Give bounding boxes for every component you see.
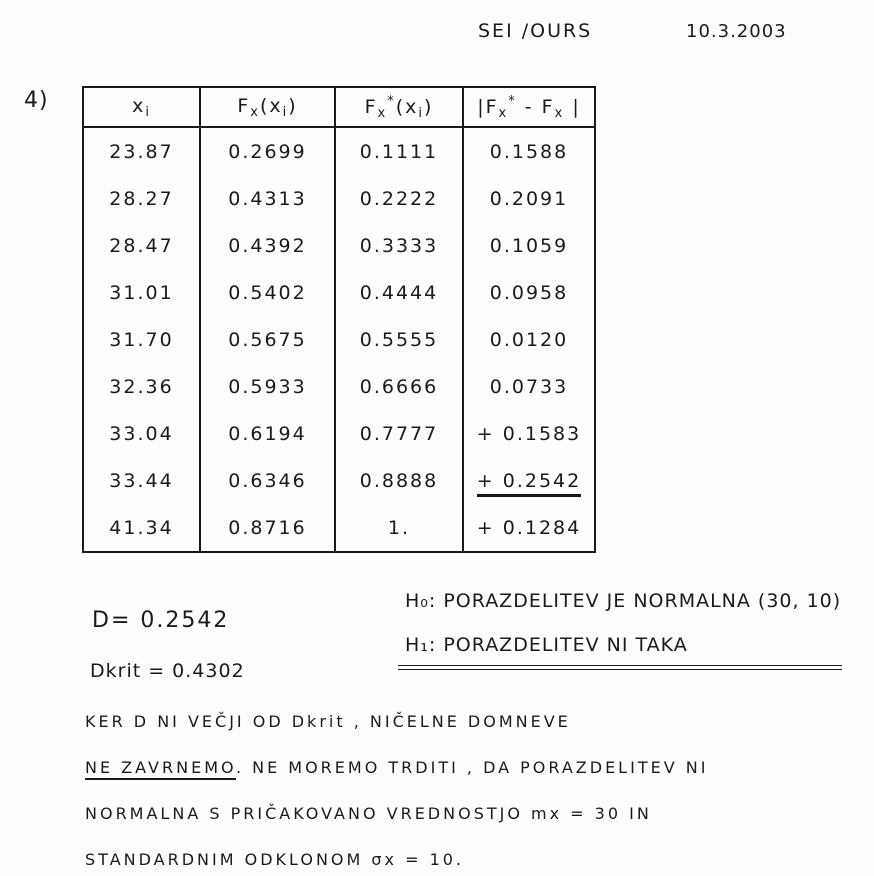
- cell-fx: 0.4313: [200, 175, 335, 222]
- cell-diff: 0.2091: [463, 175, 595, 222]
- table-row: [83, 127, 595, 175]
- cell-fx-star: 0.3333: [335, 222, 463, 269]
- table-header-row: [83, 87, 595, 127]
- cell-fx-star: 0.4444: [335, 269, 463, 316]
- ks-table: [82, 86, 596, 553]
- cell-fx-star: 0.6666: [335, 363, 463, 410]
- cell-fx-star: 0.7777: [335, 410, 463, 457]
- table-row: [83, 222, 595, 269]
- cell-fx-star: 0.2222: [335, 175, 463, 222]
- hypothesis-h1: H₁: PORAZDELITEV NI TAKA: [405, 634, 688, 656]
- cell-fx: 0.5933: [200, 363, 335, 410]
- table-row: [83, 316, 595, 363]
- cell-xi: 31.70: [83, 316, 200, 363]
- cell-xi: 41.34: [83, 504, 200, 552]
- conclusion-line-2-rest: . NE MOREMO TRDITI , DA PORAZDELITEV NI: [235, 758, 709, 777]
- header-course: SEI /OURS: [478, 20, 593, 42]
- table-row: [83, 410, 595, 457]
- cell-fx: 0.5675: [200, 316, 335, 363]
- hypothesis-h0: H₀: PORAZDELITEV JE NORMALNA (30, 10): [405, 590, 842, 612]
- cell-xi: 28.47: [83, 222, 200, 269]
- table-row: [83, 269, 595, 316]
- cell-diff: 0.0958: [463, 269, 595, 316]
- conclusion-decision: NE ZAVRNEMO: [85, 758, 236, 780]
- cell-diff: 0.1059: [463, 222, 595, 269]
- table-row: [83, 175, 595, 222]
- table-row: [83, 363, 595, 410]
- cell-diff: + 0.1284: [463, 504, 595, 552]
- header-fx: $F_x(x_i)$: [200, 87, 335, 127]
- conclusion-line-4: STANDARDNIM ODKLONOM σx = 10.: [85, 850, 465, 869]
- header-fx-star: $F_x^*(x_i)$: [335, 87, 463, 127]
- cell-diff: 0.0733: [463, 363, 595, 410]
- cell-diff: + 0.1583: [463, 410, 595, 457]
- cell-fx: 0.5402: [200, 269, 335, 316]
- cell-diff: 0.1588: [463, 127, 595, 175]
- cell-fx: 0.6194: [200, 410, 335, 457]
- header-date: 10.3.2003: [686, 21, 787, 42]
- cell-xi: 33.44: [83, 457, 200, 504]
- hypothesis-divider-second: [398, 669, 842, 670]
- cell-xi: 31.01: [83, 269, 200, 316]
- d-critical: Dkrit = 0.4302: [90, 660, 245, 682]
- conclusion-line-2: [85, 758, 708, 777]
- header-xi: $x_i$: [83, 87, 200, 127]
- cell-xi: 32.36: [83, 363, 200, 410]
- cell-fx-star: 1.: [335, 504, 463, 552]
- hypothesis-divider: [398, 665, 842, 666]
- conclusion-line-3: NORMALNA S PRIČAKOVANO VREDNOSTJO mx = 30 IN: [85, 804, 652, 823]
- cell-fx: 0.8716: [200, 504, 335, 552]
- cell-fx: 0.4392: [200, 222, 335, 269]
- cell-diff: 0.0120: [463, 316, 595, 363]
- header-abs-diff: $|F_x^* - F_x$ |: [463, 87, 595, 127]
- table-row: [83, 457, 595, 504]
- cell-fx-star: 0.5555: [335, 316, 463, 363]
- d-statistic: D= 0.2542: [92, 608, 230, 633]
- cell-xi: 33.04: [83, 410, 200, 457]
- cell-fx: 0.2699: [200, 127, 335, 175]
- cell-xi: 23.87: [83, 127, 200, 175]
- cell-fx: 0.6346: [200, 457, 335, 504]
- cell-fx-star: 0.8888: [335, 457, 463, 504]
- max-diff-value: + 0.2542: [477, 470, 581, 497]
- cell-xi: 28.27: [83, 175, 200, 222]
- problem-number: 4): [24, 88, 49, 113]
- cell-fx-star: 0.1111: [335, 127, 463, 175]
- cell-diff-max: [463, 457, 595, 504]
- table-row: [83, 504, 595, 552]
- conclusion-line-1: KER D NI VEČJI OD Dkrit , NIČELNE DOMNEVE: [85, 712, 571, 731]
